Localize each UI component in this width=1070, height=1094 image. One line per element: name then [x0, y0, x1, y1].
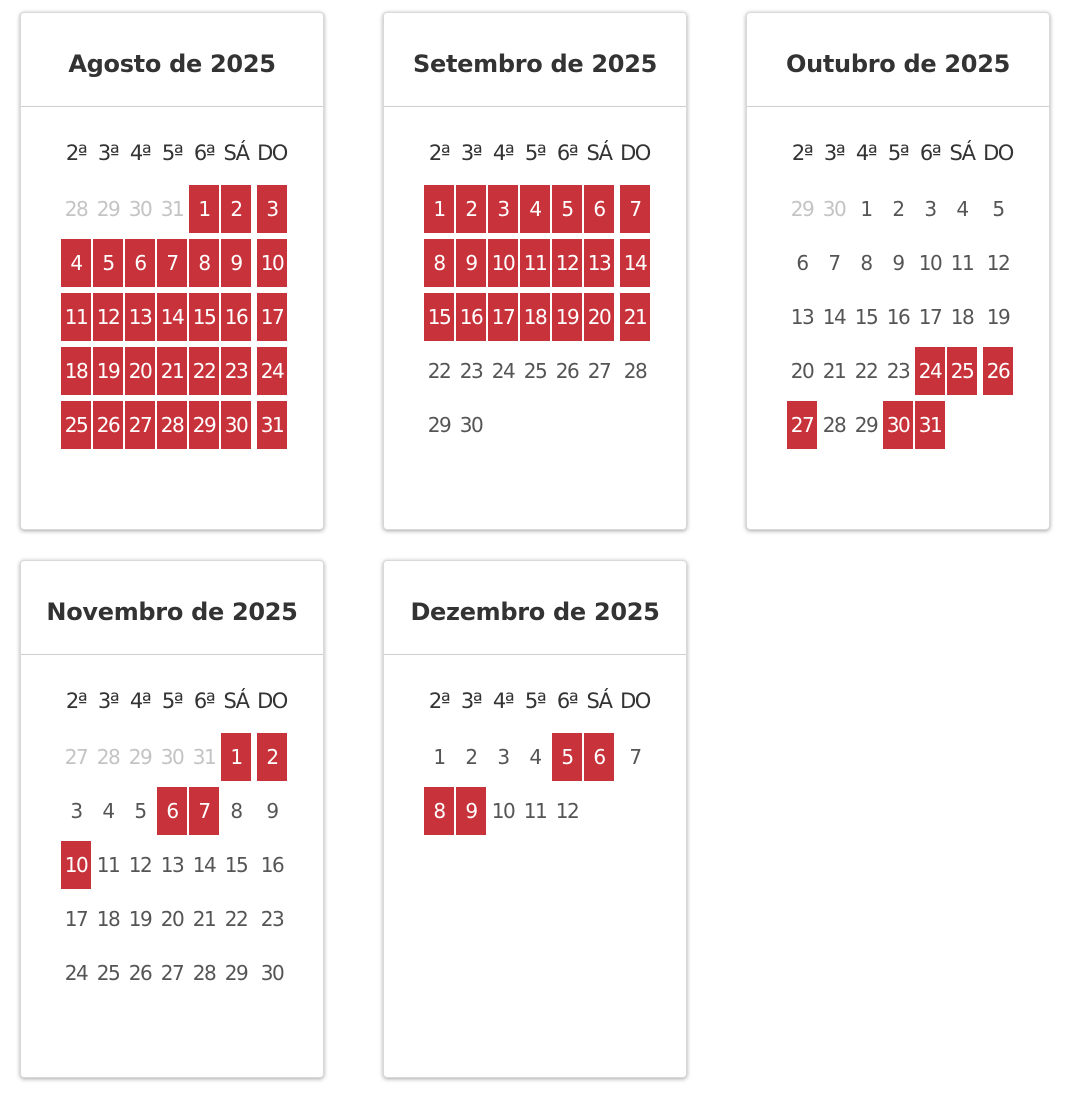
day[interactable]: 30 [260, 961, 284, 985]
day[interactable]: 26 [555, 359, 579, 383]
weekday-label: 5ª [161, 141, 183, 165]
weekday-label: 2ª [428, 141, 450, 165]
day[interactable]: 2 [892, 197, 904, 221]
day[interactable]: 21 [822, 359, 846, 383]
day-highlighted[interactable]: 6 [125, 239, 155, 287]
day[interactable]: 14 [192, 853, 216, 877]
day-highlighted[interactable]: 6 [157, 787, 187, 835]
day[interactable]: 25 [96, 961, 120, 985]
day-other-month: 29 [790, 197, 814, 221]
month-header [384, 13, 686, 107]
weekday-row [787, 141, 1013, 171]
weekday-label: DO [257, 141, 287, 165]
weekday-label: 5ª [524, 141, 546, 165]
day[interactable]: 9 [892, 251, 904, 275]
day-highlighted[interactable]: 3 [257, 185, 287, 233]
day[interactable]: 15 [224, 853, 248, 877]
weekday-row [61, 141, 287, 171]
day-highlighted[interactable]: 5 [552, 185, 582, 233]
weekday-label: 2ª [428, 689, 450, 713]
weekday-label: SÁ [586, 689, 612, 713]
day[interactable]: 23 [886, 359, 910, 383]
day-highlighted[interactable]: 8 [424, 239, 454, 287]
day-highlighted[interactable]: 27 [125, 401, 155, 449]
day[interactable]: 19 [986, 305, 1010, 329]
day[interactable]: 7 [629, 745, 641, 769]
weekday-label: 6ª [556, 141, 578, 165]
day[interactable]: 1 [860, 197, 872, 221]
weekday-row [424, 689, 650, 719]
month-title: Agosto de 2025 [68, 49, 276, 78]
day-other-month: 30 [822, 197, 846, 221]
day-highlighted[interactable]: 4 [61, 239, 91, 287]
day[interactable]: 13 [160, 853, 184, 877]
weekday-label: 3ª [97, 689, 119, 713]
weekday-label: 4ª [129, 689, 151, 713]
day[interactable]: 12 [986, 251, 1010, 275]
month-title: Novembro de 2025 [46, 597, 298, 626]
day[interactable]: 8 [230, 799, 242, 823]
day[interactable]: 7 [828, 251, 840, 275]
day[interactable]: 23 [260, 907, 284, 931]
day-highlighted[interactable]: 17 [257, 293, 287, 341]
day[interactable]: 1 [433, 745, 445, 769]
weekday-label: SÁ [223, 689, 249, 713]
weekday-label: 3ª [97, 141, 119, 165]
day[interactable]: 24 [491, 359, 515, 383]
day-other-month: 29 [128, 745, 152, 769]
day[interactable]: 22 [854, 359, 878, 383]
weekday-label: 2ª [791, 141, 813, 165]
day[interactable]: 9 [266, 799, 278, 823]
day-highlighted[interactable]: 27 [787, 401, 817, 449]
day-highlighted[interactable]: 28 [157, 401, 187, 449]
weekday-label: 5ª [887, 141, 909, 165]
day[interactable]: 6 [796, 251, 808, 275]
day-highlighted[interactable]: 1 [424, 185, 454, 233]
day[interactable]: 11 [96, 853, 120, 877]
day-highlighted[interactable]: 1 [189, 185, 219, 233]
month-title: Dezembro de 2025 [410, 597, 660, 626]
weekday-label: 3ª [460, 141, 482, 165]
weekday-label: DO [983, 141, 1013, 165]
month-card [383, 12, 687, 530]
day-other-month: 28 [96, 745, 120, 769]
day-highlighted[interactable]: 30 [883, 401, 913, 449]
weekday-label: 5ª [524, 689, 546, 713]
month-card [20, 560, 324, 1078]
day-highlighted[interactable]: 12 [552, 239, 582, 287]
day-highlighted[interactable]: 4 [520, 185, 550, 233]
weekday-label: 4ª [492, 141, 514, 165]
day-highlighted[interactable]: 31 [257, 401, 287, 449]
day[interactable]: 12 [555, 799, 579, 823]
day-highlighted[interactable]: 30 [221, 401, 251, 449]
day-highlighted[interactable]: 13 [125, 293, 155, 341]
day-highlighted[interactable]: 9 [456, 239, 486, 287]
day-highlighted[interactable]: 7 [189, 787, 219, 835]
day-highlighted[interactable]: 19 [93, 347, 123, 395]
day-highlighted[interactable]: 29 [189, 401, 219, 449]
weekday-label: 6ª [919, 141, 941, 165]
day-highlighted[interactable]: 2 [257, 733, 287, 781]
day[interactable]: 30 [459, 413, 483, 437]
day[interactable]: 10 [491, 799, 515, 823]
day-highlighted[interactable]: 16 [456, 293, 486, 341]
day[interactable]: 25 [523, 359, 547, 383]
day[interactable]: 5 [992, 197, 1004, 221]
day-highlighted[interactable]: 5 [552, 733, 582, 781]
day[interactable]: 28 [623, 359, 647, 383]
day-highlighted[interactable]: 20 [125, 347, 155, 395]
day-highlighted[interactable]: 9 [221, 239, 251, 287]
day[interactable]: 21 [192, 907, 216, 931]
day-highlighted[interactable]: 23 [221, 347, 251, 395]
day-highlighted[interactable]: 25 [61, 401, 91, 449]
day[interactable]: 24 [64, 961, 88, 985]
day[interactable]: 28 [192, 961, 216, 985]
day-highlighted[interactable]: 22 [189, 347, 219, 395]
day-highlighted[interactable]: 8 [189, 239, 219, 287]
day-highlighted[interactable]: 11 [520, 239, 550, 287]
day-highlighted[interactable]: 1 [221, 733, 251, 781]
day-highlighted[interactable]: 10 [488, 239, 518, 287]
day[interactable]: 5 [134, 799, 146, 823]
day-highlighted[interactable]: 20 [584, 293, 614, 341]
day-highlighted[interactable]: 3 [488, 185, 518, 233]
day[interactable]: 14 [822, 305, 846, 329]
day-highlighted[interactable]: 6 [584, 733, 614, 781]
weekday-row [424, 141, 650, 171]
day-highlighted[interactable]: 13 [584, 239, 614, 287]
day[interactable]: 4 [529, 745, 541, 769]
day[interactable]: 12 [128, 853, 152, 877]
day[interactable]: 11 [950, 251, 974, 275]
day-highlighted[interactable]: 26 [983, 347, 1013, 395]
day[interactable]: 26 [128, 961, 152, 985]
day[interactable]: 19 [128, 907, 152, 931]
weekday-label: 4ª [492, 689, 514, 713]
day-highlighted[interactable]: 21 [620, 293, 650, 341]
day-highlighted[interactable]: 2 [456, 185, 486, 233]
weekday-label: 3ª [460, 689, 482, 713]
day[interactable]: 29 [854, 413, 878, 437]
day-highlighted[interactable]: 25 [947, 347, 977, 395]
day[interactable]: 3 [924, 197, 936, 221]
day[interactable]: 4 [102, 799, 114, 823]
weekday-label: DO [620, 689, 650, 713]
day-highlighted[interactable]: 2 [221, 185, 251, 233]
day[interactable]: 17 [918, 305, 942, 329]
day-other-month: 29 [96, 197, 120, 221]
weekday-label: 3ª [823, 141, 845, 165]
day-highlighted[interactable]: 5 [93, 239, 123, 287]
day-highlighted[interactable]: 7 [620, 185, 650, 233]
month-header [21, 13, 323, 107]
weekday-label: DO [620, 141, 650, 165]
month-card [383, 560, 687, 1078]
month-title: Setembro de 2025 [413, 49, 657, 78]
weekday-label: 6ª [193, 141, 215, 165]
day[interactable]: 23 [459, 359, 483, 383]
day-highlighted[interactable]: 26 [93, 401, 123, 449]
weekday-row [61, 689, 287, 719]
day-other-month: 28 [64, 197, 88, 221]
month-title: Outubro de 2025 [785, 49, 1011, 78]
weekday-label: SÁ [586, 141, 612, 165]
day-highlighted[interactable]: 9 [456, 787, 486, 835]
weekday-label: 4ª [129, 141, 151, 165]
day[interactable]: 29 [224, 961, 248, 985]
day[interactable]: 8 [860, 251, 872, 275]
day-other-month: 30 [128, 197, 152, 221]
day[interactable]: 13 [790, 305, 814, 329]
day-other-month: 27 [64, 745, 88, 769]
day-highlighted[interactable]: 21 [157, 347, 187, 395]
day[interactable]: 17 [64, 907, 88, 931]
day[interactable]: 11 [523, 799, 547, 823]
day-highlighted[interactable]: 11 [61, 293, 91, 341]
day-highlighted[interactable]: 19 [552, 293, 582, 341]
weekday-label: 2ª [65, 689, 87, 713]
weekday-label: 4ª [855, 141, 877, 165]
day[interactable]: 10 [918, 251, 942, 275]
day[interactable]: 20 [160, 907, 184, 931]
day-other-month: 31 [160, 197, 184, 221]
day[interactable]: 27 [160, 961, 184, 985]
month-card [20, 12, 324, 530]
day[interactable]: 3 [497, 745, 509, 769]
day[interactable]: 18 [950, 305, 974, 329]
day[interactable]: 28 [822, 413, 846, 437]
day-highlighted[interactable]: 31 [915, 401, 945, 449]
day[interactable]: 22 [427, 359, 451, 383]
day-other-month: 31 [192, 745, 216, 769]
day-other-month: 30 [160, 745, 184, 769]
weekday-label: SÁ [949, 141, 975, 165]
month-header [747, 13, 1049, 107]
day-highlighted[interactable]: 18 [61, 347, 91, 395]
day-highlighted[interactable]: 15 [424, 293, 454, 341]
day-highlighted[interactable]: 10 [61, 841, 91, 889]
day[interactable]: 29 [427, 413, 451, 437]
day-highlighted[interactable]: 6 [584, 185, 614, 233]
day[interactable]: 15 [854, 305, 878, 329]
day[interactable]: 16 [886, 305, 910, 329]
day-highlighted[interactable]: 24 [257, 347, 287, 395]
month-card [746, 12, 1050, 530]
day[interactable]: 22 [224, 907, 248, 931]
day[interactable]: 2 [465, 745, 477, 769]
day-highlighted[interactable]: 18 [520, 293, 550, 341]
weekday-label: 5ª [161, 689, 183, 713]
day-highlighted[interactable]: 14 [157, 293, 187, 341]
day-highlighted[interactable]: 15 [189, 293, 219, 341]
weekday-label: SÁ [223, 141, 249, 165]
day[interactable]: 20 [790, 359, 814, 383]
day-highlighted[interactable]: 10 [257, 239, 287, 287]
month-header [21, 561, 323, 655]
day[interactable]: 4 [956, 197, 968, 221]
weekday-label: DO [257, 689, 287, 713]
day-highlighted[interactable]: 7 [157, 239, 187, 287]
weekday-label: 2ª [65, 141, 87, 165]
day-highlighted[interactable]: 24 [915, 347, 945, 395]
day-highlighted[interactable]: 12 [93, 293, 123, 341]
day[interactable]: 16 [260, 853, 284, 877]
day[interactable]: 3 [70, 799, 82, 823]
weekday-label: 6ª [556, 689, 578, 713]
day-highlighted[interactable]: 17 [488, 293, 518, 341]
day[interactable]: 18 [96, 907, 120, 931]
weekday-label: 6ª [193, 689, 215, 713]
day-highlighted[interactable]: 8 [424, 787, 454, 835]
day-highlighted[interactable]: 14 [620, 239, 650, 287]
day-highlighted[interactable]: 16 [221, 293, 251, 341]
day[interactable]: 27 [587, 359, 611, 383]
month-header [384, 561, 686, 655]
